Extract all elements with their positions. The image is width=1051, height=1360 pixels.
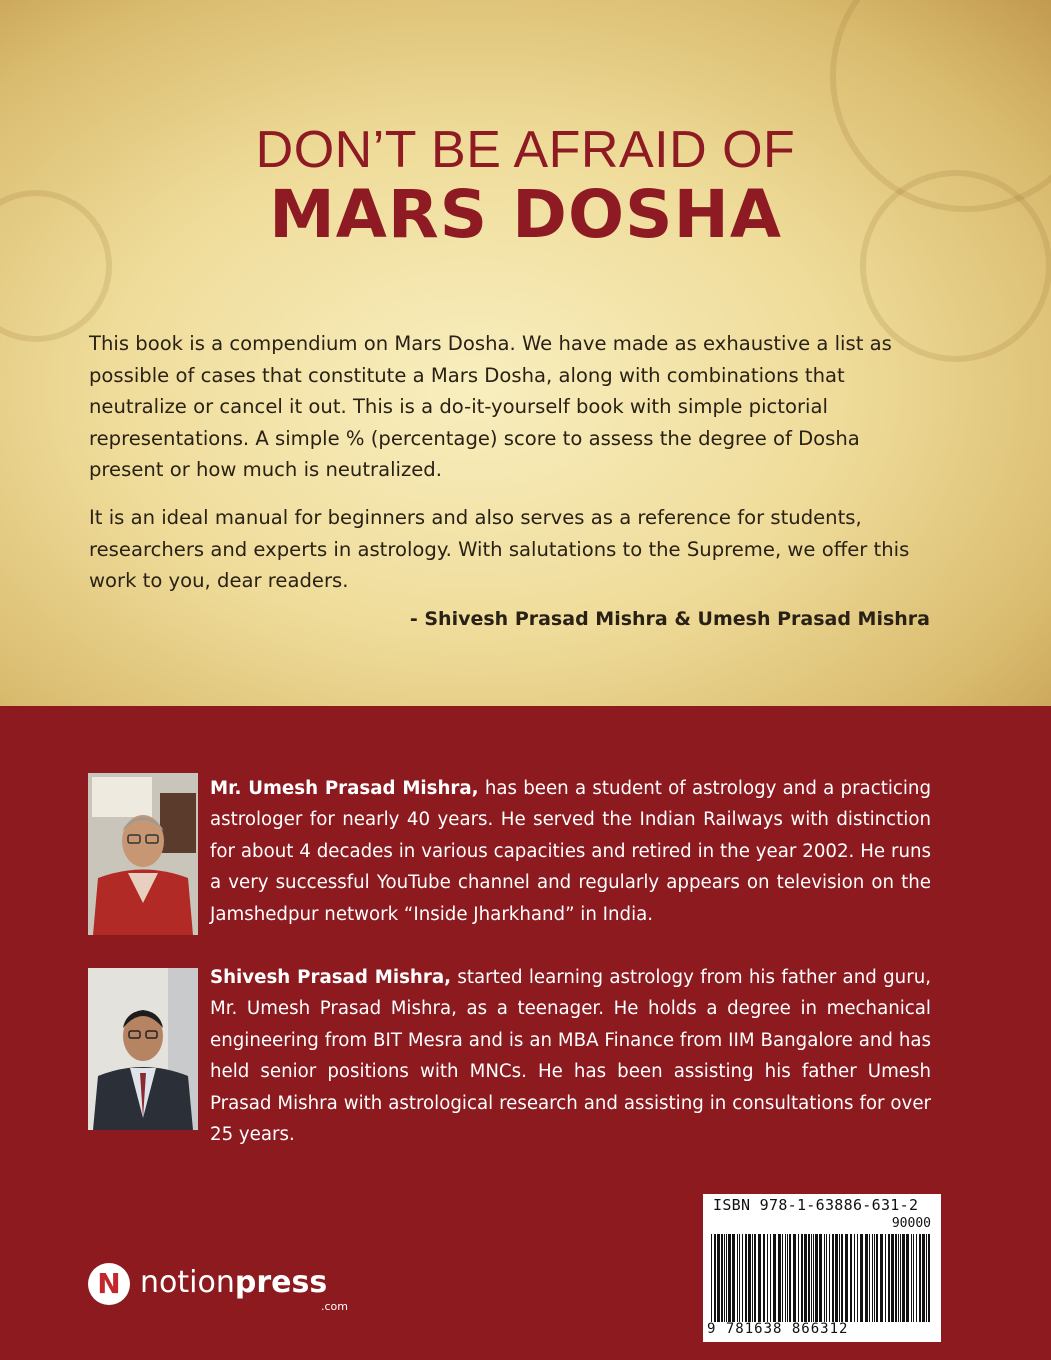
barcode-bar (754, 1234, 756, 1322)
barcode-bar (902, 1234, 905, 1322)
title-line-2: MARS DOSHA (269, 176, 782, 253)
barcode-bar (832, 1234, 834, 1322)
barcode-bar (829, 1234, 830, 1322)
barcode-bar (758, 1234, 761, 1322)
barcode-bar (739, 1234, 740, 1322)
barcode-bar (726, 1234, 727, 1322)
author-bio-umesh (210, 773, 931, 930)
barcode-bar (874, 1234, 875, 1322)
barcode-bar (895, 1234, 897, 1322)
barcode-bar (824, 1234, 825, 1322)
barcode-bar (826, 1234, 827, 1322)
barcode-bar (876, 1234, 878, 1322)
publisher-name (140, 1265, 327, 1300)
description-paragraph-1: This book is a compendium on Mars Dosha. We have made as exhaustive a list as possible of cases that constitute a Mars Dosha, along with combinations that neutralize or cancel it out. This is a do-it-yourself book with simple pictorial representations. A simple % (percentage) score to assess the degree of Dosha present or how much is neutralized. (89, 332, 892, 481)
barcode-bar (898, 1234, 899, 1322)
barcode-bar (732, 1234, 735, 1322)
author-bio-text-shivesh: started learning astrology from his father and guru, Mr. Umesh Prasad Mishra, as a teenager. He holds a degree in mechanical engineering from BIT Mesra and is an MBA Finance from IIM Bangalore and has held senior positions with MNCs. He has been assisting his father Umesh Prasad Mishra with astrological research and assisting in consultations for over 25 years. (210, 967, 931, 1146)
barcode-digits: 9 781638 866312 (707, 1321, 849, 1337)
author-photo-shivesh (88, 968, 198, 1130)
barcode-bar (763, 1234, 765, 1322)
barcode-bar (922, 1234, 925, 1322)
barcode-bar (888, 1234, 890, 1322)
publisher-name-light: notion (140, 1265, 235, 1300)
barcode-bar (782, 1234, 783, 1322)
barcode-bar (906, 1234, 909, 1322)
barcode-bar (742, 1234, 743, 1322)
barcode-bar (872, 1234, 873, 1322)
barcode-bar (787, 1234, 788, 1322)
author-name-umesh: Mr. Umesh Prasad Mishra, (210, 778, 479, 799)
barcode-bar (813, 1234, 814, 1322)
publisher-logo-icon: N (88, 1263, 130, 1305)
barcode-bar (865, 1234, 868, 1322)
barcode-bar (926, 1234, 927, 1322)
barcode-bar (778, 1234, 781, 1322)
description-paragraph-2: It is an ideal manual for beginners and also serves as a reference for students, researchers and experts in astrology. With salutations to the Supreme, we offer this work to you, dear readers. (89, 506, 910, 592)
barcode-bar (841, 1234, 843, 1322)
barcode-bars (711, 1234, 933, 1322)
publisher-name-bold: press (234, 1265, 328, 1300)
author-bio-shivesh (210, 962, 931, 1150)
barcode-bar (721, 1234, 723, 1322)
barcode-bar (891, 1234, 894, 1322)
author-photo-umesh (88, 773, 198, 935)
barcode-bar (880, 1234, 883, 1322)
barcode-bar (916, 1234, 917, 1322)
barcode-bar (808, 1234, 810, 1322)
isbn-number: ISBN 978-1-63886-631-2 (713, 1196, 919, 1214)
barcode-bar (773, 1234, 776, 1322)
barcode-bar (801, 1234, 803, 1322)
barcode-bar (819, 1234, 822, 1322)
barcode-bar (839, 1234, 840, 1322)
barcode-bar (854, 1234, 855, 1322)
author-signature: - Shivesh Prasad Mishra & Umesh Prasad Mishra (409, 608, 930, 630)
publisher-domain-suffix: .com (321, 1300, 348, 1313)
author-name-shivesh: Shivesh Prasad Mishra, (210, 967, 452, 988)
barcode-bar (900, 1234, 901, 1322)
barcode-bar (928, 1234, 930, 1322)
barcode-bar (714, 1234, 716, 1322)
author-bio-text-umesh: has been a student of astrology and a practicing astrologer for nearly 40 years. He served the Indian Railways with distinction for about 4 decades in various capacities and retired in the year 2002. He runs a very successful YouTube channel and regularly appears on television on the Jamshedpur network “Inside Jharkhand” in India. (210, 778, 931, 925)
barcode-bar (798, 1234, 799, 1322)
barcode-bar (717, 1234, 720, 1322)
barcode-bar (913, 1234, 914, 1322)
barcode-bar (885, 1234, 886, 1322)
barcode-bar (752, 1234, 753, 1322)
barcode-bar (789, 1234, 791, 1322)
barcode-bar (767, 1234, 768, 1322)
barcode-bar (811, 1234, 812, 1322)
barcode-bar (869, 1234, 870, 1322)
barcode-bar (911, 1234, 912, 1322)
barcode-bar (835, 1234, 838, 1322)
barcode-bar (785, 1234, 786, 1322)
price-code: 90000 (891, 1216, 931, 1231)
barcode-bar (724, 1234, 725, 1322)
barcode-bar (845, 1234, 848, 1322)
barcode-bar (804, 1234, 807, 1322)
barcode-bar (860, 1234, 863, 1322)
barcode-bar (919, 1234, 921, 1322)
title-line-1: DON’T BE AFRAID OF (255, 121, 796, 179)
barcode-bar (850, 1234, 852, 1322)
barcode-bar (748, 1234, 751, 1322)
barcode-bar (857, 1234, 858, 1322)
barcode-bar (745, 1234, 747, 1322)
barcode-bar (737, 1234, 738, 1322)
barcode-bar (815, 1234, 818, 1322)
barcode-bar (711, 1234, 712, 1322)
barcode-bar (770, 1234, 771, 1322)
barcode-bar (728, 1234, 731, 1322)
isbn-barcode (703, 1194, 941, 1342)
barcode-bar (793, 1234, 796, 1322)
